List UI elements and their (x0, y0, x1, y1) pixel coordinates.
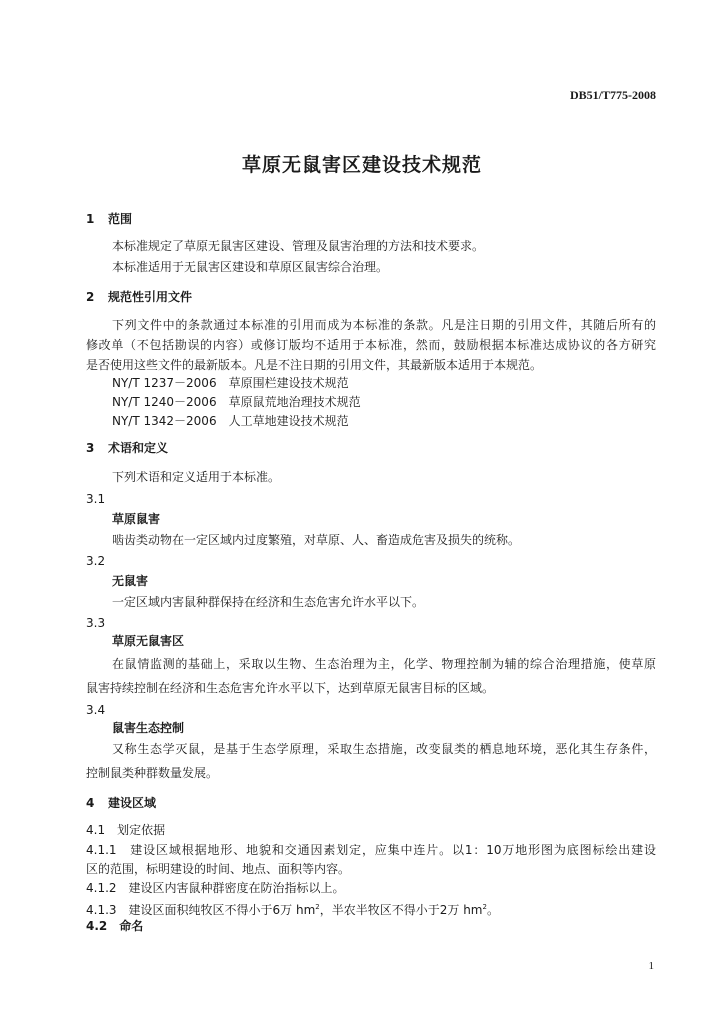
superscript: 2 (315, 903, 320, 911)
clause-line: 4.1.2 建设区内害鼠种群密度在防治指标以上。 (86, 881, 345, 895)
term-definition: 啮齿类动物在一定区域内过度繁殖，对草原、人、畜造成危害及损失的统称。 (112, 533, 521, 547)
superscript: 2 (482, 903, 487, 911)
clause-text: 4.1.3 建设区面积纯牧区不得小于6万 hm (86, 903, 316, 917)
section-title: 建设区域 (108, 796, 157, 810)
term-definition: 又称生态学灭鼠，是基于生态学原理，采取生态措施，改变鼠类的栖息地环境，恶化其生存条件， (112, 742, 656, 756)
section-1-heading (86, 212, 132, 226)
reference-item: NY/T 1342－2006 人工草地建设技术规范 (112, 414, 349, 428)
paragraph: 本标准规定了草原无鼠害区建设、管理及鼠害治理的方法和技术要求。 (112, 239, 485, 253)
subsection-heading: 4.1 划定依据 (86, 823, 166, 837)
section-2-heading (86, 290, 192, 304)
section-4-heading (86, 796, 156, 810)
term-name: 草原鼠害 (112, 512, 161, 526)
term-number: 3.1 (86, 492, 106, 506)
term-name: 草原无鼠害区 (112, 634, 185, 648)
paragraph: 下列术语和定义适用于本标准。 (112, 470, 281, 484)
section-number: 1 (86, 212, 95, 226)
term-name: 鼠害生态控制 (112, 721, 185, 735)
clause-text: ，半农半牧区不得小于2万 hm (319, 903, 483, 917)
section-number: 2 (86, 290, 95, 304)
clause-line: 区的范围，标明建设的时间、地点、面积等内容。 (86, 862, 351, 876)
reference-item: NY/T 1240－2006 草原鼠荒地治理技术规范 (112, 395, 361, 409)
section-title: 范围 (108, 212, 133, 226)
term-name: 无鼠害 (112, 574, 149, 588)
paragraph: 本标准适用于无鼠害区建设和草原区鼠害综合治理。 (112, 260, 389, 274)
page-number: 1 (648, 960, 654, 972)
clause-line (86, 900, 499, 917)
term-number: 3.2 (86, 554, 106, 568)
clause-line: 4.1.1 建设区域根据地形、地貌和交通因素划定，应集中连片。以1：10万地形图为底图标绘出建设 (86, 843, 656, 857)
section-number: 4 (86, 796, 95, 810)
term-definition: 在鼠情监测的基础上，采取以生物、生态治理为主，化学、物理控制为辅的综合治理措施，使草原 (112, 657, 656, 671)
paragraph-line: 是否使用这些文件的最新版本。凡是不注日期的引用文件，其最新版本适用于本规范。 (86, 358, 543, 372)
clause-text: 。 (486, 903, 499, 917)
paragraph-line: 修改单（不包括勘误的内容）或修订版均不适用于本标准，然而，鼓励根据本标准达成协议的各方研究 (86, 338, 656, 352)
reference-item: NY/T 1237－2006 草原围栏建设技术规范 (112, 376, 349, 390)
term-definition: 控制鼠类种群数量发展。 (86, 766, 219, 780)
paragraph-line: 下列文件中的条款通过本标准的引用而成为本标准的条款。凡是注日期的引用文件，其随后所有的 (112, 318, 656, 332)
section-number: 3 (86, 441, 95, 455)
section-title: 规范性引用文件 (108, 290, 193, 304)
term-definition: 一定区域内害鼠种群保持在经济和生态危害允许水平以下。 (112, 595, 425, 609)
document-code: DB51/T775-2008 (569, 88, 656, 102)
term-number: 3.3 (86, 616, 106, 630)
section-title: 术语和定义 (108, 441, 169, 455)
section-3-heading (86, 441, 168, 455)
term-definition: 鼠害持续控制在经济和生态危害允许水平以下，达到草原无鼠害目标的区域。 (86, 681, 495, 695)
page-title: 草原无鼠害区建设技术规范 (241, 154, 482, 176)
subsection-heading: 4.2 命名 (86, 919, 144, 933)
term-number: 3.4 (86, 703, 106, 717)
